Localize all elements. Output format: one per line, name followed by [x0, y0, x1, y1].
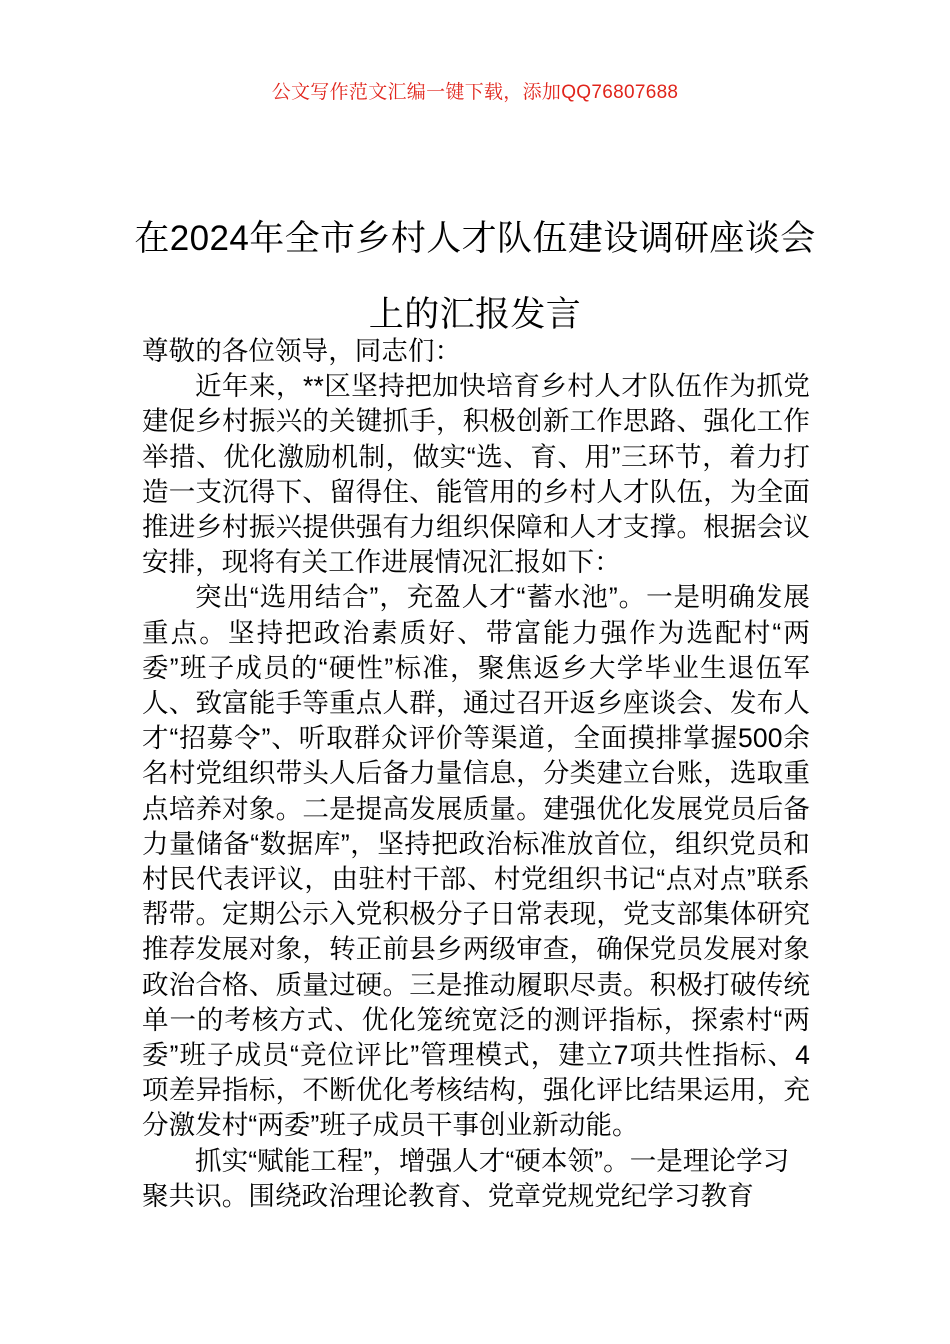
promo-watermark: 公文写作范文汇编一键下载，添加QQ76807688: [271, 82, 679, 103]
paragraph: 突出“选用结合”，充盈人才“蓄水池”。一是明确发展重点。坚持把政治素质好、带富能力强作为选配村“两委”班子成员的“硬性”标准，聚焦返乡大学毕业生退伍军人、致富能手等重点人群，通过召开返乡座谈会、发布人才“招募令”、听取群众评价等渠道，全面摸排掌握500余名村党组织带头人后备力量信息，分类建立台账，选取重点培养对象。二是提高发展质量。建强优化发展党员后备力量储备“数据库”，坚持把政治标准放首位，组织党员和村民代表评议，由驻村干部、村党组织书记“点对点”联系帮带。定期公示入党积极分子日常表现，党支部集体研究推荐发展对象，转正前县乡两级审查，确保党员发展对象政治合格、质量过硬。三是推动履职尽责。积极打破传统单一的考核方式、优化笼统宽泛的测评指标，探索村“两委”班子成员“竞位评比”管理模式，建立7项共性指标、4项差异指标，不断优化考核结构，强化评比结果运用，充分激发村“两委”班子成员干事创业新动能。: [142, 582, 810, 1141]
paragraph: 抓实“赋能工程”，增强人才“硬本领”。一是理论学习聚共识。围绕政治理论教育、党章党规党纪学习教育: [142, 1145, 790, 1211]
document-body: [142, 334, 810, 1214]
page-title: 在2024年全市乡村人才队伍建设调研座谈会上的汇报发言: [134, 219, 816, 335]
salutation-line: 尊敬的各位领导，同志们：: [142, 336, 462, 366]
paragraph: 近年来，**区坚持把加快培育乡村人才队伍作为抓党建促乡村振兴的关键抓手，积极创新工作思路、强化工作举措、优化激励机制，做实“选、育、用”三环节，着力打造一支沉得下、留得住、能管用的乡村人才队伍，为全面推进乡村振兴提供强有力组织保障和人才支撑。根据会议安排，现将有关工作进展情况汇报如下：: [142, 371, 810, 578]
